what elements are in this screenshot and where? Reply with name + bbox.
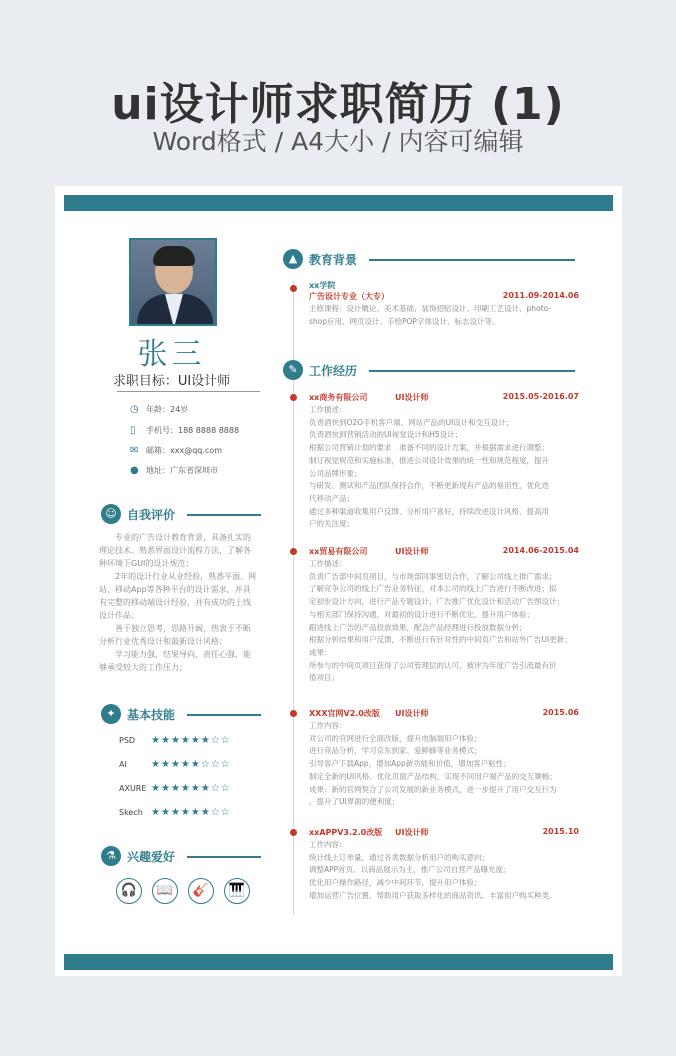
- work-description-line: 跟进线上广告的产品投放效果，配合产品经理进行投放数据分析；: [309, 622, 527, 632]
- star-empty-icon: ☆: [220, 735, 231, 746]
- star-filled-icon: ★: [190, 783, 201, 794]
- work-entry: [309, 546, 579, 685]
- work-description-line: 所参与的中间页项目获得了公司管理层的认可，被评为年度广告引流最有价: [309, 660, 557, 670]
- education-date: 2011.09-2014.06: [502, 291, 579, 300]
- work-description-line: 负责广告部中间页项目，与市场部同事密切合作，了解公司线上推广需求；: [309, 571, 557, 581]
- job-role: UI设计师: [395, 393, 429, 402]
- star-filled-icon: ★: [151, 735, 161, 746]
- star-empty-icon: ☆: [200, 759, 211, 770]
- work-description-line: 根据公司营销计划的要求 准备不同的设计方案，并根据需求进行调整；: [309, 443, 549, 453]
- work-description-line: 制定全新的UI风格、优化页面产品结构，实现不同用户端产品的交互顺畅；: [309, 771, 557, 781]
- school-name: xx学院: [309, 281, 336, 290]
- star-filled-icon: ★: [151, 759, 161, 770]
- star-filled-icon: ★: [151, 807, 161, 818]
- star-filled-icon: ★: [190, 759, 201, 770]
- skill-name: AXURE: [119, 784, 147, 793]
- info-phone: ▯ 手机号：188 8888 8888: [130, 425, 240, 436]
- star-filled-icon: ★: [190, 807, 201, 818]
- work-description-line: 工作内容：: [309, 721, 347, 730]
- skill-name: Skech: [119, 808, 143, 817]
- company-name: xxAPPV3.2.0改版: [309, 828, 383, 837]
- info-address: ● 地址：广东省深圳市: [130, 465, 218, 476]
- graduation-cap-icon: ▲: [283, 249, 303, 269]
- piano-icon: 🎹: [224, 878, 250, 904]
- work-description-line: 值项目；: [309, 673, 339, 683]
- work-description-line: 通过多种渠道收集用户反馈、分析用户喜好，持续改进设计风格，提高用: [309, 506, 549, 516]
- self-eval-paragraph: 专业的广告设计教育背景，具备扎实的 理论技术、熟悉界面设计流程方法，了解各 种环境下GUI的设计规范；: [99, 533, 251, 568]
- work-description-line: 了解竞争公司的线上广告业务特征，对本公司的线上广告进行不断改进；拟: [309, 584, 557, 594]
- star-filled-icon: ★: [160, 759, 171, 770]
- work-date: 2015.10: [542, 827, 579, 836]
- page-title: ui设计师求职简历 (1): [111, 79, 565, 130]
- resume-page: 张三 求职目标：UI设计师 ◷ 年龄：24岁 ▯ 手机号：188 8888 8888 ✉ 邮箱：xxx@qq.com ● 地址：广东省深圳市 ☺ 自我评价 专业的广告设计教育背景，具备扎实的 理论技术、熟悉界面设计流程方法，了解各 种环境下GUI的设计规范； 2年的设计行业从业经验，熟悉平面、网 站、移动App等各种平台的设计需求，并具 有完整的移动端设计经验，并有成功的上线 设计作品； 善于独立思考，思路开阔，热衷于不断 分析行业优秀设计和最新设计风格； 学习能力强，结果导向，责任心强，能 够承受较大的工作压力； ✦ 基本技能 PSD ★★★★★★☆☆ AI ★★★★★☆☆☆ AXURE ★★★★★★☆☆ Skech ★★★★★★☆☆ ⚗ 兴趣爱好 🎧 📖 🎸 🎹 ▲ 教育背景 xx学院 广告设计专业（大专） 2011.09-2014.06 主修课程：设计概论、美术基础、装饰招贴设计、印刷工艺设计、photo- shop应用、网页设计、手绘POP字体设计、标志设计等。 ✎ 工作经历 xx商务有限公司 UI设计师 2015.05-2016.07 工作描述： 负责酒快到O2O手机客户端、网站产品的UI设计和交互设计； 负责酒快到营销活动的UI视觉设计和H5设计； 根据公司营销计划的要求 准备不同的设计方案，并根据需求进行调整； 制订视觉规范和实施标准，推进公司设计效果的统一性和规范程度，提升 公司品牌形象； 与研发、测试和产品团队保持合作，不断更新现有产品的易用性，优化迭 代移动产品； 通过多种渠道收集用户反馈、分析用户喜好，持续改进设计风格，提高用 户的关注度； xx贸易有限公司 UI设计师 2014.06-2015.04 工作描述： 负责广告部中间页项目，与市场部同事密切合作，了解公司线上推广需求； 了解竞争公司的线上广告业务特征，对本公司的线上广告进行不断改进；拟 定初步设计方向，进行产品专题设计、广告推广优化设计和活动广告图设计； 与相关部门保持沟通，对最初的设计进行不断优化，提升用户体验； 跟进线上广告的产品投放效果，配合产品经理进行投放数据分析； 根据分析结果和用户反馈，不断进行有针对性的中间页广告和站外广告UI更新； 成果： 所参与的中间页项目获得了公司管理层的认可，被评为年度广告引流最有价 值项目； XXX官网V2.0改版 UI设计师 2015.06 工作内容： 对公司的官网进行全面改版，提升电脑端用户体验； 进行竞品分析，学习京东到家、爱鲜蜂等业务模式； 引导客户下载App，增加App新功能和价值，增加客户粘性； 制定全新的UI风格、优化页面产品结构，实现不同用户端产品的交互顺畅； 成果：新的官网契合了公司发展的新业务模式，进一步提升了用户交互行为 ，提升了UI界面的便利度； xxAPPV3.2.0改版 UI设计师 2015.10 工作内容： 统计线上订单量，通过各类数据分析用户的购买意向； 调整APP首页、以商品展示为主，推广公司自营产品曝光度； 优化用户操作路径，减少中间环节，提升用户体验； 增加运营广告位置，帮助用户获取多样化的商品资讯、丰富用户购买种类。: [55, 186, 622, 976]
- phone-icon: ▯: [130, 425, 136, 436]
- star-filled-icon: ★: [180, 759, 191, 770]
- education-entry: xx学院 广告设计专业（大专） 2011.09-2014.06 主修课程：设计概论、美术基础、装饰招贴设计、印刷工艺设计、photo- shop应用、网页设计、手绘POP字体设计、标志设计等。: [309, 281, 579, 326]
- location-icon: ●: [130, 465, 139, 476]
- company-name: XXX官网V2.0改版: [309, 709, 380, 718]
- work-description-line: 工作描述：: [309, 559, 347, 568]
- headphones-icon: 🎧: [116, 878, 142, 904]
- self-eval-text: [99, 531, 263, 674]
- star-filled-icon: ★: [180, 807, 191, 818]
- star-empty-icon: ☆: [220, 759, 231, 770]
- timeline-dot: [290, 394, 297, 401]
- timeline-dot: [290, 829, 297, 836]
- star-filled-icon: ★: [200, 735, 211, 746]
- skill-name: PSD: [119, 736, 136, 745]
- star-empty-icon: ☆: [210, 759, 221, 770]
- self-eval-paragraph: 学习能力强，结果导向，责任心强，能 够承受较大的工作压力；: [99, 650, 251, 672]
- star-empty-icon: ☆: [210, 807, 221, 818]
- work-description-line: 调整APP首页、以商品展示为主，推广公司自营产品曝光度；: [309, 865, 511, 875]
- star-empty-icon: ☆: [210, 735, 221, 746]
- star-filled-icon: ★: [180, 783, 191, 794]
- work-description-line: 代移动产品；: [309, 493, 354, 503]
- work-description-line: 统计线上订单量，通过各类数据分析用户的购买意向；: [309, 852, 489, 862]
- star-filled-icon: ★: [200, 807, 211, 818]
- star-filled-icon: ★: [170, 759, 181, 770]
- work-description-line: 成果：: [309, 647, 332, 657]
- work-description-line: 与相关部门保持沟通，对最初的设计进行不断优化，提升用户体验；: [309, 609, 534, 619]
- info-age: ◷ 年龄：24岁: [130, 404, 189, 415]
- work-description-line: 工作描述：: [309, 405, 347, 414]
- star-empty-icon: ☆: [210, 783, 221, 794]
- clock-icon: ◷: [130, 404, 139, 415]
- guitar-icon: 🎸: [188, 878, 214, 904]
- star-filled-icon: ★: [170, 807, 181, 818]
- work-entry: [309, 708, 579, 809]
- star-filled-icon: ★: [200, 783, 211, 794]
- candidate-name: 张三: [137, 337, 206, 372]
- star-filled-icon: ★: [160, 735, 171, 746]
- skill-rating: [151, 735, 231, 746]
- bottom-bar: [64, 954, 613, 970]
- info-email: ✉ 邮箱：xxx@qq.com: [130, 445, 222, 456]
- work-description-line: 工作内容：: [309, 840, 347, 849]
- work-date: 2014.06-2015.04: [502, 546, 579, 555]
- skill-rating: [151, 759, 231, 770]
- star-empty-icon: ☆: [220, 807, 231, 818]
- wrench-icon: ✎: [283, 360, 303, 380]
- job-target: 求职目标：UI设计师: [112, 374, 231, 389]
- timeline-dot: [290, 710, 297, 717]
- job-role: UI设计师: [395, 547, 429, 556]
- bulb-icon: ✦: [101, 704, 121, 724]
- work-date: 2015.06: [542, 708, 579, 717]
- job-role: UI设计师: [395, 709, 429, 718]
- work-date: 2015.05-2016.07: [502, 392, 579, 401]
- work-description-line: 优化用户操作路径，减少中间环节，提升用户体验；: [309, 878, 482, 888]
- star-filled-icon: ★: [170, 735, 181, 746]
- timeline-dot: [290, 285, 297, 292]
- star-filled-icon: ★: [160, 807, 171, 818]
- star-empty-icon: ☆: [220, 783, 231, 794]
- person-icon: ☺: [101, 504, 121, 524]
- self-eval-paragraph: 善于独立思考，思路开阔，热衷于不断 分析行业优秀设计和最新设计风格；: [99, 624, 251, 646]
- work-description-line: 定初步设计方向，进行产品专题设计、广告推广优化设计和活动广告图设计；: [309, 597, 564, 607]
- company-name: xx商务有限公司: [309, 393, 368, 402]
- self-eval-paragraph: 2年的设计行业从业经验，熟悉平面、网 站、移动App等各种平台的设计需求，并具 有完整的移动端设计经验，并有成功的上线 设计作品；: [99, 572, 257, 620]
- divider: [117, 391, 260, 392]
- timeline-dot: [290, 548, 297, 555]
- work-description-line: 负责酒快到O2O手机客户端、网站产品的UI设计和交互设计；: [309, 417, 514, 427]
- work-description-line: 公司品牌形象；: [309, 468, 362, 478]
- book-icon: 📖: [152, 878, 178, 904]
- star-filled-icon: ★: [160, 783, 171, 794]
- flask-icon: ⚗: [101, 846, 121, 866]
- mail-icon: ✉: [130, 445, 139, 456]
- work-entry: [309, 827, 579, 903]
- skill-rating: [151, 807, 231, 818]
- job-role: UI设计师: [395, 828, 429, 837]
- skill-rating: [151, 783, 231, 794]
- work-description-line: 增加运营广告位置，帮助用户获取多样化的商品资讯、丰富用户购买种类。: [309, 890, 557, 900]
- work-description-line: 户的关注度；: [309, 519, 354, 529]
- star-filled-icon: ★: [170, 783, 181, 794]
- star-filled-icon: ★: [190, 735, 201, 746]
- work-description-line: 根据分析结果和用户反馈，不断进行有针对性的中间页广告和站外广告UI更新；: [309, 635, 572, 645]
- avatar: [129, 238, 217, 326]
- work-description-line: 制订视觉规范和实施标准，推进公司设计效果的统一性和规范程度，提升: [309, 455, 549, 465]
- page-subtitle: Word格式 / A4大小 / 内容可编辑: [152, 127, 524, 156]
- work-description-line: 引导客户下载App，增加App新功能和价值，增加客户粘性；: [309, 759, 511, 769]
- work-description-line: 与研发、测试和产品团队保持合作，不断更新现有产品的易用性，优化迭: [309, 481, 549, 491]
- major: 广告设计专业（大专）: [309, 292, 389, 301]
- work-description-line: 成果：新的官网契合了公司发展的新业务模式，进一步提升了用户交互行为: [309, 784, 557, 794]
- work-description-line: 对公司的官网进行全面改版，提升电脑端用户体验；: [309, 733, 482, 743]
- company-name: xx贸易有限公司: [309, 547, 368, 556]
- work-entry: [309, 392, 579, 531]
- skill-name: AI: [119, 760, 127, 769]
- top-bar: [64, 195, 613, 211]
- work-description-line: 负责酒快到营销活动的UI视觉设计和H5设计；: [309, 430, 463, 440]
- work-description-line: ，提升了UI界面的便利度；: [309, 797, 400, 807]
- star-filled-icon: ★: [180, 735, 191, 746]
- star-filled-icon: ★: [151, 783, 161, 794]
- work-description-line: 进行竞品分析，学习京东到家、爱鲜蜂等业务模式；: [309, 746, 482, 756]
